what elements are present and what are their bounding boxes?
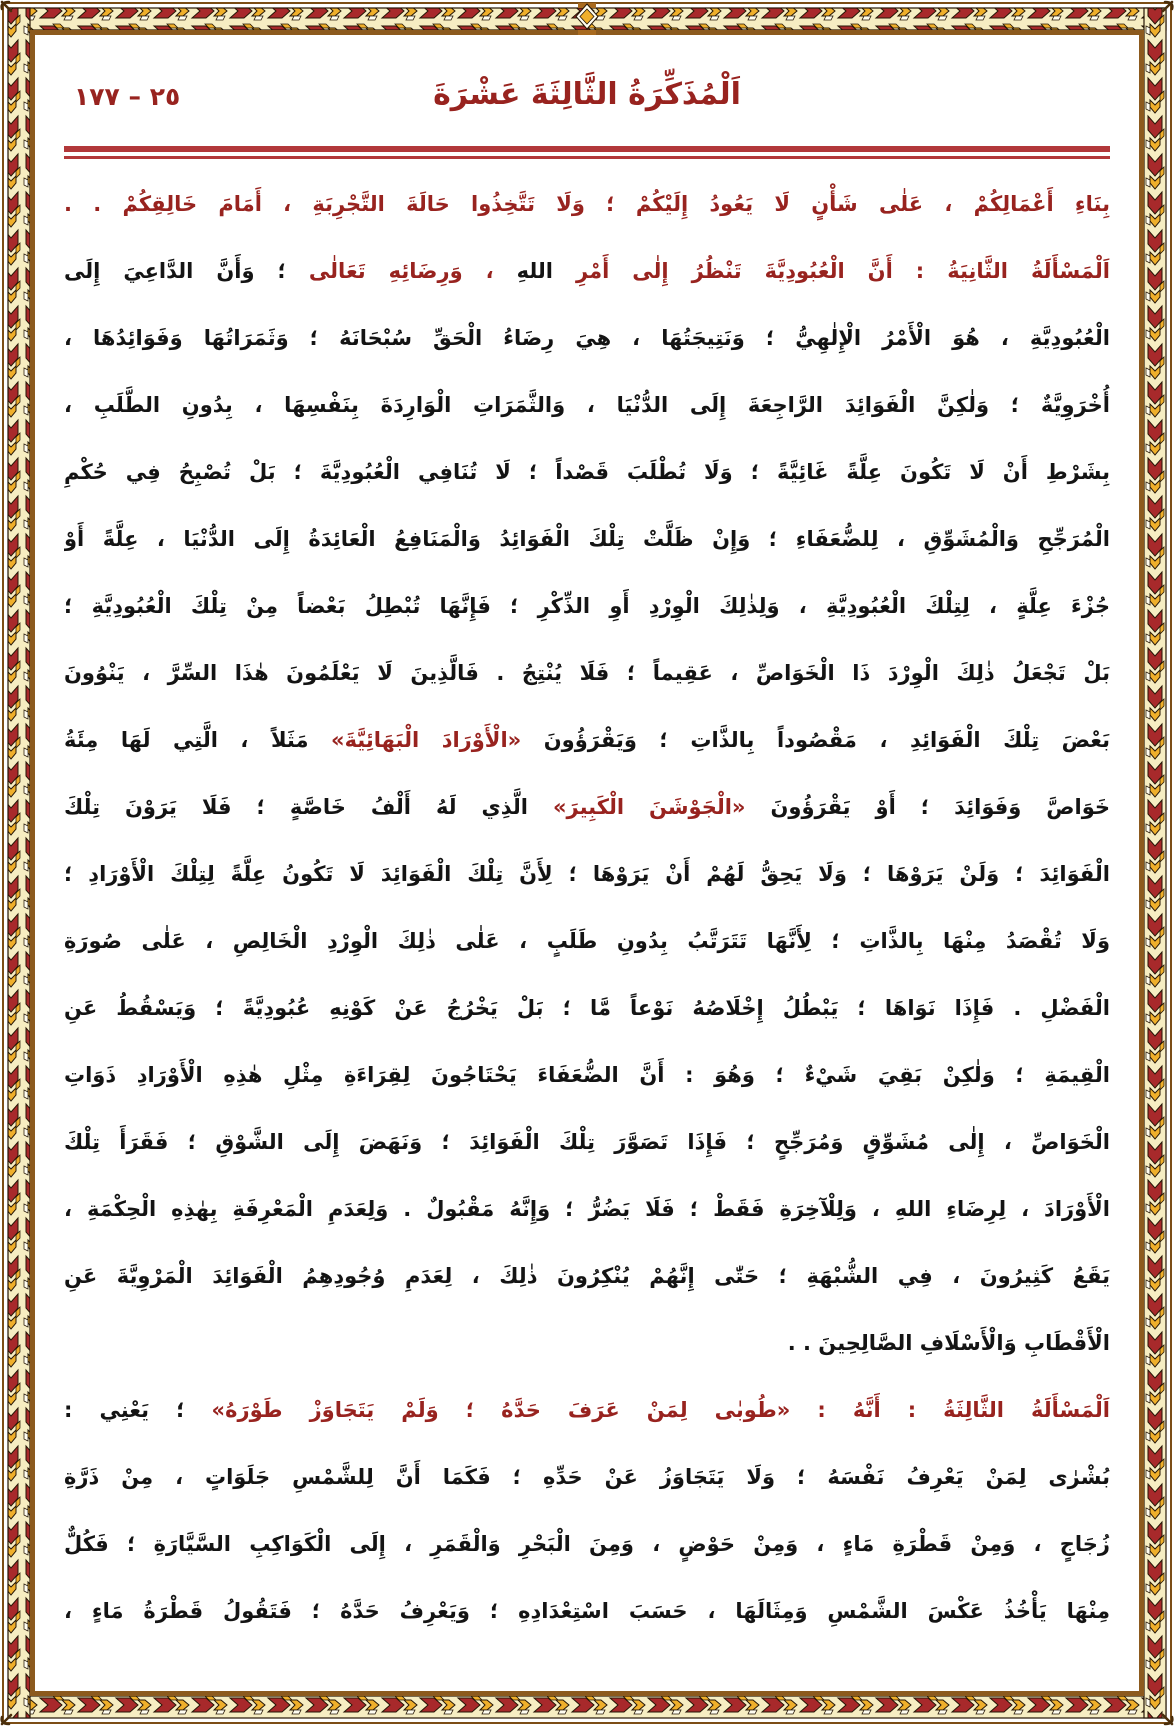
body-line <box>64 1377 1110 1444</box>
body-line <box>64 1444 1110 1511</box>
body-line <box>64 1511 1110 1578</box>
body-line <box>64 640 1110 707</box>
text-segment: اَلْمَسْأَلَةُ الثَّانِيَةُ : أَنَّ الْعُبُودِيَّةَ تَنْظُرُ إِلٰى أَمْرِ <box>553 259 1110 283</box>
text-segment: زُجَاجٍ ، وَمِنْ قَطْرَةِ مَاءٍ ، وَمِنْ حَوْضٍ ، وَمِنَ الْبَحْرِ وَالْقَمَرِ ، إِلَى الْكَوَاكِبِ السَّيَّارَةِ ؛ فَكُلٌّ <box>64 1532 1110 1556</box>
body-line <box>64 305 1110 372</box>
double-rule <box>64 146 1110 159</box>
body-line <box>64 238 1110 305</box>
page-header <box>64 38 1110 118</box>
body-line <box>64 1109 1110 1176</box>
body-line <box>64 573 1110 640</box>
body-line <box>64 439 1110 506</box>
text-segment: الْمُرَجِّحِ وَالْمُشَوِّقِ ، لِلضُّعَفَاءِ ؛ وَإِنْ ظَلَّتْ تِلْكَ الْفَوَائِدُ وَالْمَنَافِعُ الْعَائِدَةُ إِلَى الدُّنْيَا ، عِلَّةً أَوْ <box>64 527 1110 551</box>
text-segment: الْأَقْطَابِ وَالْأَسْلَافِ الصَّالِحِينَ . . <box>787 1331 1110 1355</box>
body-line <box>64 908 1110 975</box>
body-line <box>64 171 1110 238</box>
text-segment: اَلْمَسْأَلَةُ الثَّالِثَةُ : أَنَّهُ : «طُوبٰى لِمَنْ عَرَفَ حَدَّهُ ؛ وَلَمْ يَتَجَاوَزْ طَوْرَهُ» <box>211 1398 1110 1422</box>
body-text <box>64 171 1110 1645</box>
text-segment: بَعْضَ تِلْكَ الْفَوَائِدِ ، مَقْصُوداً بِالذَّاتِ ؛ وَيَقْرَؤُونَ <box>521 728 1110 752</box>
text-segment: اللهِ <box>516 259 554 283</box>
page-content <box>38 38 1136 1688</box>
text-segment: الْفَوَائِدَ ؛ وَلَنْ يَرَوْهَا ؛ وَلَا يَحِقُّ لَهُمْ أَنْ يَرَوْهَا ؛ لِأَنَّ تِلْكَ الْفَوَائِدَ لَا تَكُونُ عِلَّةً لِتِلْكَ الْأَوْرَادِ ؛ <box>64 862 1110 886</box>
text-segment: بَلْ تَجْعَلُ ذٰلِكَ الْوِرْدَ ذَا الْخَوَاصِّ ، عَقِيماً ؛ فَلَا يُنْتِجُ . فَالَّذِينَ لَا يَعْلَمُونَ هٰذَا السِّرَّ ، يَنْوُونَ <box>64 661 1110 685</box>
text-segment: بِنَاءِ أَعْمَالِكُمْ ، عَلٰى شَأْنٍ لَا يَعُودُ إِلَيْكُمْ ؛ وَلَا تَتَّخِذُوا حَالَةَ التَّجْرِبَةِ ، أَمَامَ خَالِقِكُمْ . . <box>64 192 1110 216</box>
body-line <box>64 1176 1110 1243</box>
text-segment: وَلَا تُقْصَدُ مِنْهَا بِالذَّاتِ ؛ لِأَنَّهَا تَتَرَتَّبُ بِدُونِ طَلَبٍ ، عَلٰى ذٰلِكَ الْوِرْدِ الْخَالِصِ ، عَلٰى صُورَةِ <box>64 929 1110 953</box>
text-segment: جُزْءَ عِلَّةٍ ، لِتِلْكَ الْعُبُودِيَّةِ ، وَلِذٰلِكَ الْوِرْدِ أَوِ الذِّكْرِ ؛ فَإِنَّهَا تُبْطِلُ بَعْضاً مِنْ تِلْكَ الْعُبُودِيَّةِ ؛ <box>64 594 1110 618</box>
text-segment: يَقَعُ كَثِيرُونَ ، فِي الشُّبْهَةِ ؛ حَتّٰى إِنَّهُمْ يُنْكِرُونَ ذٰلِكَ ، لِعَدَمِ وُجُودِهِمُ الْفَوَائِدَ الْمَرْوِيَّةَ عَنِ <box>64 1264 1110 1288</box>
text-segment: الْأَوْرَادَ ، لِرِضَاءِ اللهِ ، وَلِلْآخِرَةِ فَقَطْ ؛ فَلَا يَضُرُّ ؛ وَإِنَّهُ مَقْبُولٌ . وَلِعَدَمِ الْمَعْرِفَةِ بِهٰذِهِ الْحِكْمَةِ ، <box>64 1197 1110 1221</box>
body-line <box>64 1310 1110 1377</box>
text-segment: الْعُبُودِيَّةِ ، هُوَ الْأَمْرُ الْإِلٰهِيُّ ؛ وَنَتِيجَتُهَا ، هِيَ رِضَاءُ الْحَقِّ سُبْحَانَهُ ؛ وَثَمَرَاتُهَا وَفَوَائِدُهَا ، <box>64 326 1110 350</box>
body-line <box>64 707 1110 774</box>
text-segment: «الْأَوْرَادَ الْبَهَائِيَّةَ» <box>331 728 522 752</box>
body-line <box>64 841 1110 908</box>
text-segment: ؛ وَأَنَّ الدَّاعِيَ إِلَى <box>64 259 309 283</box>
text-segment: الْخَوَاصِّ ، إِلٰى مُشَوِّقٍ وَمُرَجِّحٍ ؛ فَإِذَا تَصَوَّرَ تِلْكَ الْفَوَائِدَ ؛ وَنَهَضَ إِلَى الشَّوْقِ ؛ فَقَرَأَ تِلْكَ <box>64 1130 1110 1154</box>
page-number: ٢٥ – ١٧٧ <box>74 82 181 111</box>
body-line <box>64 506 1110 573</box>
text-segment: ، وَرِضَائِهِ تَعَالٰى <box>308 259 517 283</box>
text-segment: أُخْرَوِيَّةٌ ؛ وَلٰكِنَّ الْفَوَائِدَ الرَّاجِعَةَ إِلَى الدُّنْيَا ، وَالثَّمَرَاتِ الْوَارِدَةَ بِنَفْسِهَا ، بِدُونِ الطَّلَبِ ، <box>64 393 1110 417</box>
body-line <box>64 1578 1110 1645</box>
body-line <box>64 372 1110 439</box>
text-segment: مَثَلاً ، الَّتِي لَهَا مِئَةُ <box>64 728 331 752</box>
body-line <box>64 774 1110 841</box>
body-line <box>64 975 1110 1042</box>
text-segment: مِنْهَا يَأْخُذُ عَكْسَ الشَّمْسِ وَمِثَالَهَا ، حَسَبَ اسْتِعْدَادِهِ ؛ وَيَعْرِفُ حَدَّهُ ؛ فَتَقُولُ قَطْرَةُ مَاءٍ ، <box>64 1599 1110 1623</box>
text-segment: بِشَرْطِ أَنْ لَا تَكُونَ عِلَّةً غَائِيَّةً ؛ وَلَا تُطْلَبَ قَصْداً ؛ لَا تُنَافِي الْعُبُودِيَّةَ ؛ بَلْ تُصْبِحُ فِي حُكْمِ <box>64 460 1110 484</box>
body-line <box>64 1042 1110 1109</box>
text-segment: الْفَضْلِ . فَإِذَا نَوَاهَا ؛ يَبْطُلُ إِخْلَاصُهُ نَوْعاً مَّا ؛ بَلْ يَخْرُجُ عَنْ كَوْنِهِ عُبُودِيَّةً ؛ وَيَسْقُطُ عَنِ <box>64 996 1110 1020</box>
page-title: اَلْمُذَكِّرَةُ الثَّالِثَةَ عَشْرَةَ <box>433 77 741 112</box>
text-segment: الَّذِي لَهُ أَلْفُ خَاصَّةٍ ؛ فَلَا يَرَوْنَ تِلْكَ <box>64 795 553 819</box>
body-line <box>64 1243 1110 1310</box>
text-segment: ؛ يَعْنِي : <box>64 1398 212 1422</box>
text-segment: «الْجَوْشَنَ الْكَبِيرَ» <box>552 795 746 819</box>
text-segment: الْقِيمَةِ ؛ وَلٰكِنْ بَقِيَ شَيْءٌ ؛ وَهُوَ : أَنَّ الضُّعَفَاءَ يَحْتَاجُونَ لِقِرَاءَةِ مِثْلِ هٰذِهِ الْأَوْرَادِ ذَوَاتِ <box>64 1063 1110 1087</box>
text-segment: بُشْرٰى لِمَنْ يَعْرِفُ نَفْسَهُ ؛ وَلَا يَتَجَاوَزُ عَنْ حَدِّهِ ؛ فَكَمَا أَنَّ لِلشَّمْسِ جَلَوَاتٍ ، مِنْ ذَرَّةِ <box>64 1465 1110 1489</box>
text-segment: خَوَاصَّ وَفَوَائِدَ ؛ أَوْ يَقْرَؤُونَ <box>745 795 1110 819</box>
